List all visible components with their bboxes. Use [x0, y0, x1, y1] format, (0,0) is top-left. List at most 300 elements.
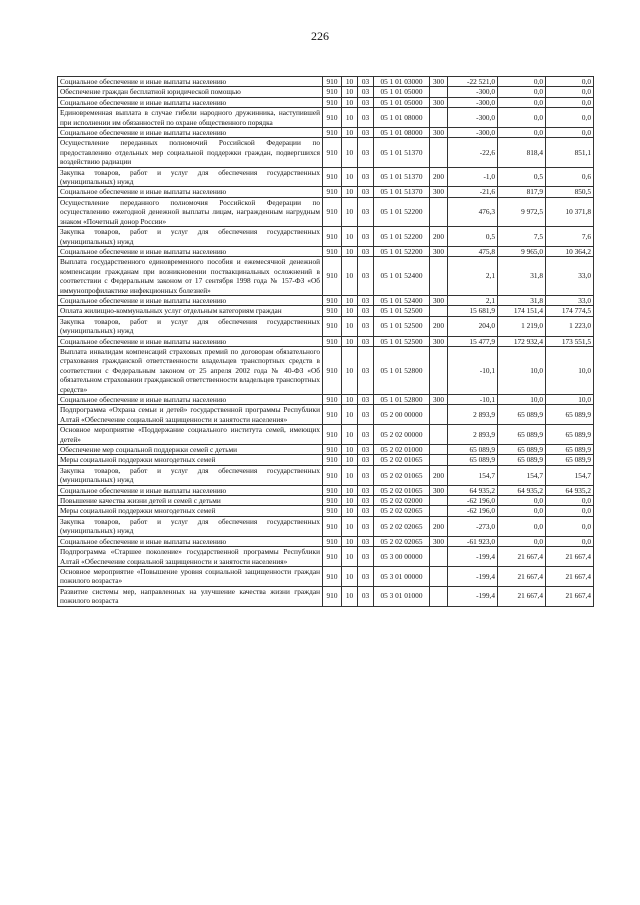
row-target-article: 05 2 02 02000 [374, 496, 430, 506]
row-section: 10 [342, 395, 358, 405]
row-amount-3: 851,1 [546, 138, 594, 167]
row-section: 10 [342, 445, 358, 455]
row-section: 10 [342, 167, 358, 187]
row-name: Закупка товаров, работ и услуг для обеспечения государственных (муниципальных) нужд [58, 465, 323, 485]
row-amount-1: 2,1 [448, 257, 498, 296]
row-ved: 910 [323, 138, 342, 167]
row-amount-2: 0,0 [498, 108, 546, 128]
row-ved: 910 [323, 316, 342, 336]
row-section: 10 [342, 496, 358, 506]
row-section: 10 [342, 108, 358, 128]
row-ved: 910 [323, 425, 342, 445]
row-amount-3: 33,0 [546, 295, 594, 305]
row-section: 10 [342, 128, 358, 138]
row-ved: 910 [323, 566, 342, 586]
row-name: Закупка товаров, работ и услуг для обеспечения государственных (муниципальных) нужд [58, 516, 323, 536]
row-amount-1: 2 893,9 [448, 425, 498, 445]
row-amount-3: 0,0 [546, 108, 594, 128]
row-subsection: 03 [358, 445, 374, 455]
table-body [58, 77, 594, 607]
table-row [58, 246, 594, 256]
row-name: Обеспечение мер социальной поддержки семей с детьми [58, 445, 323, 455]
row-name: Социальное обеспечение и иные выплаты населению [58, 187, 323, 197]
row-amount-2: 21 667,4 [498, 566, 546, 586]
row-amount-2: 9 965,0 [498, 246, 546, 256]
table-row [58, 536, 594, 546]
row-target-article: 05 2 02 01065 [374, 485, 430, 495]
row-name: Закупка товаров, работ и услуг для обеспечения государственных (муниципальных) нужд [58, 167, 323, 187]
row-amount-2: 172 932,4 [498, 336, 546, 346]
row-expense-type: 300 [430, 187, 448, 197]
row-amount-1: 2,1 [448, 295, 498, 305]
row-amount-2: 0,0 [498, 506, 546, 516]
row-amount-2: 0,0 [498, 128, 546, 138]
row-ved: 910 [323, 97, 342, 107]
row-amount-2: 0,0 [498, 496, 546, 506]
row-amount-2: 817,9 [498, 187, 546, 197]
table-row [58, 257, 594, 296]
row-amount-1: -10,1 [448, 395, 498, 405]
row-amount-3: 65 089,9 [546, 455, 594, 465]
row-expense-type [430, 445, 448, 455]
row-ved: 910 [323, 227, 342, 247]
row-ved: 910 [323, 87, 342, 97]
table-row [58, 97, 594, 107]
row-name: Оплата жилищно-коммунальных услуг отдельным категориям граждан [58, 306, 323, 316]
row-subsection: 03 [358, 506, 374, 516]
row-section: 10 [342, 566, 358, 586]
row-subsection: 03 [358, 87, 374, 97]
row-amount-3: 0,0 [546, 496, 594, 506]
row-amount-3: 65 089,9 [546, 425, 594, 445]
table-row [58, 425, 594, 445]
row-amount-2: 0,0 [498, 536, 546, 546]
table-row [58, 295, 594, 305]
row-amount-2: 7,5 [498, 227, 546, 247]
table-row [58, 108, 594, 128]
row-name: Социальное обеспечение и иные выплаты населению [58, 536, 323, 546]
row-subsection: 03 [358, 108, 374, 128]
row-expense-type [430, 87, 448, 97]
table-row [58, 316, 594, 336]
row-amount-3: 0,6 [546, 167, 594, 187]
row-section: 10 [342, 536, 358, 546]
row-ved: 910 [323, 496, 342, 506]
row-amount-1: -21,6 [448, 187, 498, 197]
row-amount-2: 64 935,2 [498, 485, 546, 495]
row-name: Развитие системы мер, направленных на улучшение качества жизни граждан пожилого возраста [58, 586, 323, 606]
row-expense-type [430, 108, 448, 128]
row-expense-type [430, 346, 448, 394]
row-target-article: 05 2 02 01000 [374, 445, 430, 455]
row-section: 10 [342, 485, 358, 495]
row-subsection: 03 [358, 97, 374, 107]
row-section: 10 [342, 77, 358, 87]
row-section: 10 [342, 295, 358, 305]
row-amount-3: 7,6 [546, 227, 594, 247]
table-row [58, 138, 594, 167]
row-amount-1: -300,0 [448, 128, 498, 138]
row-subsection: 03 [358, 346, 374, 394]
row-target-article: 05 2 02 02065 [374, 516, 430, 536]
row-amount-3: 21 667,4 [546, 566, 594, 586]
row-amount-2: 0,0 [498, 77, 546, 87]
table-row [58, 485, 594, 495]
row-amount-3: 0,0 [546, 97, 594, 107]
row-amount-1: -22,6 [448, 138, 498, 167]
row-ved: 910 [323, 128, 342, 138]
row-name: Социальное обеспечение и иные выплаты населению [58, 336, 323, 346]
row-expense-type: 300 [430, 485, 448, 495]
row-section: 10 [342, 87, 358, 97]
table-row [58, 306, 594, 316]
row-ved: 910 [323, 455, 342, 465]
row-amount-1: -300,0 [448, 108, 498, 128]
row-amount-3: 0,0 [546, 516, 594, 536]
row-name: Подпрограмма «Охрана семьи и детей» государственной программы Республики Алтай «Обеспечение социальной защищенности и занятости населения» [58, 405, 323, 425]
row-amount-2: 10,0 [498, 395, 546, 405]
row-target-article: 05 1 01 08000 [374, 108, 430, 128]
row-amount-2: 9 972,5 [498, 197, 546, 226]
row-target-article: 05 1 01 51370 [374, 167, 430, 187]
row-amount-1: -199,4 [448, 586, 498, 606]
table-row [58, 496, 594, 506]
row-amount-1: 15 477,9 [448, 336, 498, 346]
row-expense-type: 300 [430, 128, 448, 138]
row-expense-type [430, 405, 448, 425]
row-amount-1: -300,0 [448, 87, 498, 97]
row-ved: 910 [323, 405, 342, 425]
row-amount-1: 0,5 [448, 227, 498, 247]
row-target-article: 05 1 01 52200 [374, 227, 430, 247]
row-name: Подпрограмма «Старшее поколение» государственной программы Республики Алтай «Обеспечение социальной защищенности и занятости населения» [58, 547, 323, 567]
row-subsection: 03 [358, 77, 374, 87]
row-target-article: 05 2 02 01065 [374, 465, 430, 485]
row-subsection: 03 [358, 547, 374, 567]
row-name: Основное мероприятие «Поддержание социального института семей, имеющих детей» [58, 425, 323, 445]
row-target-article: 05 3 01 00000 [374, 566, 430, 586]
row-name: Выплата государственного единовременного пособия и ежемесячной денежной компенсации гражданам при возникновении поствакцинальных осложнений в соответствии с Федеральным законом от 17 сентября 1998 года № 157-ФЗ «Об иммунопрофилактике инфекционных болезней» [58, 257, 323, 296]
row-amount-1: 476,3 [448, 197, 498, 226]
row-ved: 910 [323, 187, 342, 197]
row-amount-1: 475,8 [448, 246, 498, 256]
row-amount-1: -10,1 [448, 346, 498, 394]
row-amount-1: -300,0 [448, 97, 498, 107]
row-section: 10 [342, 306, 358, 316]
row-target-article: 05 1 01 52200 [374, 197, 430, 226]
row-name: Повышение качества жизни детей и семей с детьми [58, 496, 323, 506]
row-amount-3: 154,7 [546, 465, 594, 485]
row-expense-type: 300 [430, 77, 448, 87]
row-amount-3: 64 935,2 [546, 485, 594, 495]
row-section: 10 [342, 506, 358, 516]
row-subsection: 03 [358, 465, 374, 485]
row-amount-1: 15 681,9 [448, 306, 498, 316]
row-subsection: 03 [358, 566, 374, 586]
row-amount-2: 65 089,9 [498, 455, 546, 465]
row-section: 10 [342, 97, 358, 107]
row-target-article: 05 2 02 02065 [374, 536, 430, 546]
table-row [58, 516, 594, 536]
row-expense-type [430, 496, 448, 506]
row-ved: 910 [323, 306, 342, 316]
row-name: Закупка товаров, работ и услуг для обеспечения государственных (муниципальных) нужд [58, 227, 323, 247]
table-row [58, 346, 594, 394]
row-target-article: 05 2 00 00000 [374, 405, 430, 425]
row-expense-type: 200 [430, 516, 448, 536]
row-section: 10 [342, 138, 358, 167]
row-expense-type [430, 306, 448, 316]
row-target-article: 05 1 01 05000 [374, 97, 430, 107]
row-amount-3: 174 774,5 [546, 306, 594, 316]
row-subsection: 03 [358, 316, 374, 336]
row-amount-2: 0,0 [498, 97, 546, 107]
table-row [58, 547, 594, 567]
row-amount-2: 818,4 [498, 138, 546, 167]
row-amount-3: 0,0 [546, 87, 594, 97]
row-amount-2: 65 089,9 [498, 425, 546, 445]
row-section: 10 [342, 336, 358, 346]
row-section: 10 [342, 455, 358, 465]
row-target-article: 05 2 02 02065 [374, 506, 430, 516]
row-subsection: 03 [358, 405, 374, 425]
row-target-article: 05 1 01 08000 [374, 128, 430, 138]
row-subsection: 03 [358, 197, 374, 226]
row-section: 10 [342, 547, 358, 567]
row-subsection: 03 [358, 455, 374, 465]
budget-table [57, 76, 594, 607]
row-amount-2: 65 089,9 [498, 445, 546, 455]
table-row [58, 167, 594, 187]
row-amount-3: 0,0 [546, 536, 594, 546]
row-section: 10 [342, 465, 358, 485]
row-amount-1: 204,0 [448, 316, 498, 336]
row-target-article: 05 1 01 51370 [374, 138, 430, 167]
row-expense-type: 300 [430, 97, 448, 107]
row-amount-1: -273,0 [448, 516, 498, 536]
row-amount-3: 0,0 [546, 128, 594, 138]
row-ved: 910 [323, 516, 342, 536]
row-subsection: 03 [358, 257, 374, 296]
row-amount-3: 1 223,0 [546, 316, 594, 336]
row-expense-type: 300 [430, 295, 448, 305]
page-number: 226 [311, 29, 329, 43]
table-row [58, 445, 594, 455]
row-amount-1: -1,0 [448, 167, 498, 187]
row-amount-1: -62 196,0 [448, 506, 498, 516]
row-expense-type: 300 [430, 536, 448, 546]
row-section: 10 [342, 187, 358, 197]
row-amount-3: 21 667,4 [546, 586, 594, 606]
row-amount-1: 154,7 [448, 465, 498, 485]
row-ved: 910 [323, 257, 342, 296]
row-ved: 910 [323, 346, 342, 394]
row-target-article: 05 1 01 05000 [374, 87, 430, 97]
row-amount-1: -62 196,0 [448, 496, 498, 506]
row-amount-3: 10,0 [546, 346, 594, 394]
row-expense-type: 200 [430, 167, 448, 187]
table-row [58, 128, 594, 138]
row-name: Осуществление переданных полномочий Российской Федерации по предоставлению отдельных мер социальной поддержки граждан, подвергшихся воздействию радиации [58, 138, 323, 167]
row-subsection: 03 [358, 516, 374, 536]
row-name: Социальное обеспечение и иные выплаты населению [58, 77, 323, 87]
row-expense-type [430, 138, 448, 167]
row-expense-type: 300 [430, 395, 448, 405]
table-row [58, 506, 594, 516]
row-target-article: 05 1 01 52400 [374, 295, 430, 305]
row-amount-3: 850,5 [546, 187, 594, 197]
row-ved: 910 [323, 167, 342, 187]
row-target-article: 05 3 01 01000 [374, 586, 430, 606]
row-subsection: 03 [358, 306, 374, 316]
row-name: Меры социальной поддержки многодетных семей [58, 455, 323, 465]
row-target-article: 05 1 01 51370 [374, 187, 430, 197]
row-amount-3: 65 089,9 [546, 445, 594, 455]
row-amount-1: -199,4 [448, 547, 498, 567]
row-amount-3: 65 089,9 [546, 405, 594, 425]
row-ved: 910 [323, 295, 342, 305]
row-name: Основное мероприятие «Повышение уровня социальной защищенности граждан пожилого возраста» [58, 566, 323, 586]
row-section: 10 [342, 246, 358, 256]
row-amount-2: 31,8 [498, 295, 546, 305]
table-row [58, 227, 594, 247]
row-subsection: 03 [358, 485, 374, 495]
row-ved: 910 [323, 77, 342, 87]
row-amount-2: 0,5 [498, 167, 546, 187]
row-subsection: 03 [358, 128, 374, 138]
row-amount-1: 65 089,9 [448, 455, 498, 465]
row-subsection: 03 [358, 167, 374, 187]
table-row [58, 566, 594, 586]
row-target-article: 05 1 01 52800 [374, 395, 430, 405]
row-amount-1: -22 521,0 [448, 77, 498, 87]
row-expense-type [430, 197, 448, 226]
table-row [58, 395, 594, 405]
row-target-article: 05 3 00 00000 [374, 547, 430, 567]
table-row [58, 77, 594, 87]
row-expense-type: 300 [430, 336, 448, 346]
table-row [58, 187, 594, 197]
row-amount-1: 65 089,9 [448, 445, 498, 455]
row-section: 10 [342, 405, 358, 425]
row-name: Закупка товаров, работ и услуг для обеспечения государственных (муниципальных) нужд [58, 316, 323, 336]
row-name: Меры социальной поддержки многодетных семей [58, 506, 323, 516]
row-subsection: 03 [358, 336, 374, 346]
row-name: Социальное обеспечение и иные выплаты населению [58, 485, 323, 495]
table-row [58, 197, 594, 226]
row-amount-1: 2 893,9 [448, 405, 498, 425]
row-target-article: 05 1 01 52500 [374, 336, 430, 346]
row-section: 10 [342, 257, 358, 296]
row-amount-3: 10,0 [546, 395, 594, 405]
row-target-article: 05 2 02 01065 [374, 455, 430, 465]
row-subsection: 03 [358, 536, 374, 546]
row-section: 10 [342, 586, 358, 606]
row-ved: 910 [323, 506, 342, 516]
row-subsection: 03 [358, 395, 374, 405]
row-amount-2: 10,0 [498, 346, 546, 394]
row-amount-1: -61 923,0 [448, 536, 498, 546]
row-section: 10 [342, 425, 358, 445]
row-subsection: 03 [358, 586, 374, 606]
row-expense-type [430, 257, 448, 296]
row-amount-3: 0,0 [546, 506, 594, 516]
row-section: 10 [342, 316, 358, 336]
row-amount-2: 31,8 [498, 257, 546, 296]
row-target-article: 05 1 01 52200 [374, 246, 430, 256]
row-target-article: 05 1 01 52500 [374, 306, 430, 316]
row-name: Обеспечение граждан бесплатной юридической помощью [58, 87, 323, 97]
row-name: Выплата инвалидам компенсаций страховых премий по договорам обязательного страхования гражданской ответственности владельцев транспортных средств в соответствии с Федеральным законом от 25 апреля 2002 года № 40-ФЗ «Об обязательном страховании гражданской ответственности владельцев транспортных средств» [58, 346, 323, 394]
row-ved: 910 [323, 445, 342, 455]
row-name: Социальное обеспечение и иные выплаты населению [58, 295, 323, 305]
row-amount-3: 33,0 [546, 257, 594, 296]
row-expense-type: 200 [430, 465, 448, 485]
row-expense-type: 200 [430, 316, 448, 336]
table-row [58, 465, 594, 485]
row-expense-type: 200 [430, 227, 448, 247]
row-amount-2: 65 089,9 [498, 405, 546, 425]
row-ved: 910 [323, 547, 342, 567]
row-ved: 910 [323, 246, 342, 256]
row-amount-2: 21 667,4 [498, 547, 546, 567]
row-ved: 910 [323, 465, 342, 485]
row-section: 10 [342, 516, 358, 536]
row-expense-type [430, 566, 448, 586]
row-amount-2: 0,0 [498, 87, 546, 97]
row-section: 10 [342, 197, 358, 226]
row-expense-type [430, 547, 448, 567]
row-section: 10 [342, 346, 358, 394]
row-target-article: 05 1 01 52500 [374, 316, 430, 336]
row-ved: 910 [323, 586, 342, 606]
row-subsection: 03 [358, 425, 374, 445]
row-expense-type [430, 455, 448, 465]
row-name: Социальное обеспечение и иные выплаты населению [58, 97, 323, 107]
table-row [58, 405, 594, 425]
row-expense-type [430, 506, 448, 516]
row-expense-type [430, 586, 448, 606]
row-target-article: 05 1 01 52400 [374, 257, 430, 296]
row-subsection: 03 [358, 496, 374, 506]
table-row [58, 586, 594, 606]
row-ved: 910 [323, 108, 342, 128]
table-row [58, 455, 594, 465]
row-expense-type: 300 [430, 246, 448, 256]
row-subsection: 03 [358, 187, 374, 197]
row-expense-type [430, 425, 448, 445]
row-subsection: 03 [358, 138, 374, 167]
row-ved: 910 [323, 336, 342, 346]
row-amount-1: 64 935,2 [448, 485, 498, 495]
row-subsection: 03 [358, 227, 374, 247]
row-subsection: 03 [358, 295, 374, 305]
row-section: 10 [342, 227, 358, 247]
row-ved: 910 [323, 197, 342, 226]
row-name: Единовременная выплата в случае гибели народного дружинника, наступившей при исполнении им обязанностей по охране общественного порядка [58, 108, 323, 128]
row-amount-2: 174 151,4 [498, 306, 546, 316]
row-name: Социальное обеспечение и иные выплаты населению [58, 246, 323, 256]
row-amount-2: 21 667,4 [498, 586, 546, 606]
row-amount-3: 21 667,4 [546, 547, 594, 567]
row-target-article: 05 2 02 00000 [374, 425, 430, 445]
row-target-article: 05 1 01 52800 [374, 346, 430, 394]
row-amount-1: -199,4 [448, 566, 498, 586]
row-name: Социальное обеспечение и иные выплаты населению [58, 128, 323, 138]
row-amount-3: 10 364,2 [546, 246, 594, 256]
table-row [58, 336, 594, 346]
row-amount-2: 0,0 [498, 516, 546, 536]
